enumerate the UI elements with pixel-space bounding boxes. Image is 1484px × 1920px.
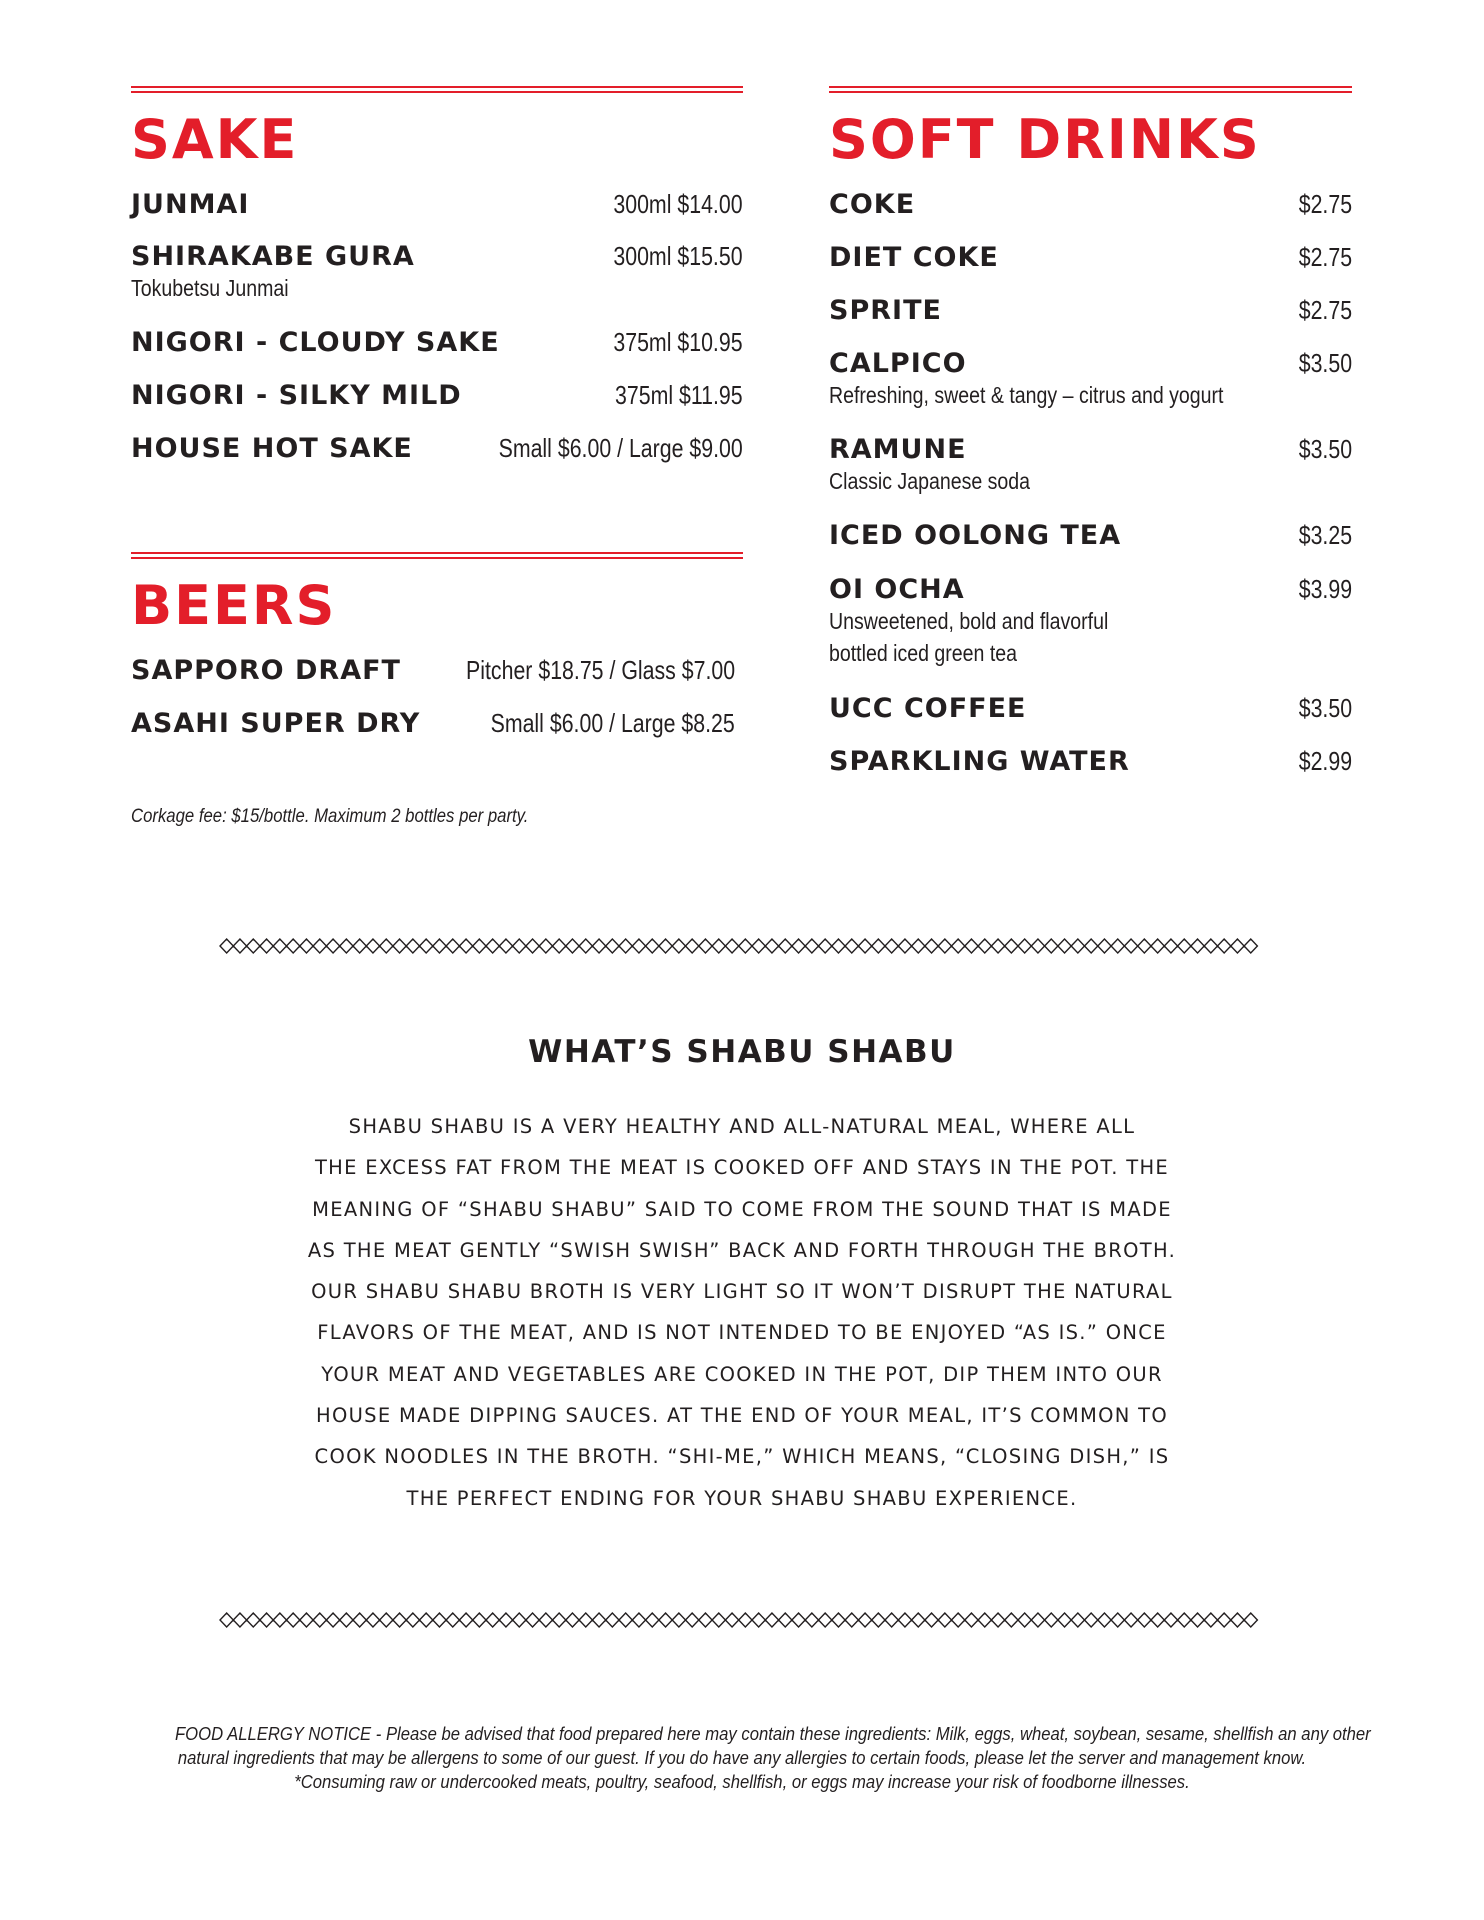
item-price: $2.99 [1298,746,1352,776]
item-price: $3.50 [1298,693,1352,723]
item-name: SPARKLING WATER [829,746,1130,777]
menu-item [131,433,743,486]
about-line: AS THE MEAT GENTLY “SWISH SWISH” BACK AND FORTH THROUGH THE BROTH. [307,1238,1177,1262]
corkage-note: Corkage fee: $15/bottle. Maximum 2 bottles per party. [131,806,529,827]
item-price: 375ml $10.95 [613,327,743,357]
item-name: COKE [829,189,916,220]
menu-item [131,241,743,327]
menu-item [829,434,1352,520]
allergy-line: *Consuming raw or undercooked meats, poultry, seafood, shellfish, or eggs may increase your risk of foodborne illnesses. [294,1771,1190,1792]
menu-item [829,574,1352,693]
item-name: SAPPORO DRAFT [131,655,401,686]
about-line: OUR SHABU SHABU BROTH IS VERY LIGHT SO IT WON’T DISRUPT THE NATURAL [311,1280,1173,1304]
about-line: YOUR MEAT AND VEGETABLES ARE COOKED IN THE POT, DIP THEM INTO OUR [321,1362,1163,1386]
item-name: SHIRAKABE GURA [131,241,415,272]
about-line: COOK NOODLES IN THE BROTH. “SHI-ME,” WHICH MEANS, “CLOSING DISH,” IS [314,1445,1170,1469]
soft-drinks-section [829,86,1352,799]
allergy-line: FOOD ALLERGY NOTICE - Please be advised that food prepared here may contain these ingredients: Milk, eggs, wheat, soybean, sesame, shellfish an any other [175,1723,1371,1744]
item-price: $3.50 [1298,434,1352,464]
item-description: Unsweetened, bold and flavorful [829,608,1109,634]
item-name: OI OCHA [829,574,965,605]
diamond-divider-bottom [218,1611,1266,1629]
about-line: HOUSE MADE DIPPING SAUCES. AT THE END OF YOUR MEAL, IT’S COMMON TO [316,1404,1168,1428]
item-price: $2.75 [1298,189,1352,219]
item-name: UCC COFFEE [829,693,1027,724]
item-name: ICED OOLONG TEA [829,520,1122,551]
about-section [242,1034,1242,1519]
about-title: WHAT’S SHABU SHABU [528,1034,956,1070]
sake-section [131,86,743,486]
about-line: MEANING OF “SHABU SHABU” SAID TO COME FROM THE SOUND THAT IS MADE [312,1197,1172,1221]
item-description: Tokubetsu Junmai [131,275,289,301]
item-price: 375ml $11.95 [615,380,743,410]
item-price: $2.75 [1298,295,1352,325]
item-name: RAMUNE [829,434,967,465]
item-price: $3.25 [1298,520,1352,550]
item-description: Classic Japanese soda [829,468,1031,494]
item-price: 300ml $14.00 [613,189,743,219]
menu-item [131,327,743,380]
menu-item [829,242,1352,295]
item-price: $2.75 [1298,242,1352,272]
item-name: CALPICO [829,348,967,379]
about-line: THE EXCESS FAT FROM THE MEAT IS COOKED OFF AND STAYS IN THE POT. THE [314,1156,1170,1180]
diamond-chain [220,939,1257,953]
menu-item [131,380,743,433]
item-name: DIET COKE [829,242,999,273]
about-line: SHABU SHABU IS A VERY HEALTHY AND ALL-NATURAL MEAL, WHERE ALL [348,1115,1136,1138]
menu-item [829,693,1352,746]
menu-item [131,655,735,708]
item-price: $3.99 [1298,574,1352,604]
item-name: SPRITE [829,295,942,326]
beers-title: BEERS [131,574,337,637]
item-price: $3.50 [1298,348,1352,378]
item-description: bottled iced green tea [829,640,1018,666]
menu-item [829,348,1352,434]
about-line: FLAVORS OF THE MEAT, AND IS NOT INTENDED TO BE ENJOYED “AS IS.” ONCE [317,1321,1167,1345]
menu-item [829,295,1352,348]
item-price: 300ml $15.50 [613,241,743,271]
menu-item [131,189,743,241]
item-price: Small $6.00 / Large $9.00 [498,433,743,463]
allergy-line: natural ingredients that may be allergens to some of our guest. If you do have any allergies to certain foods, please let the server and management know. [177,1747,1307,1768]
menu-item [829,746,1352,799]
item-price: Pitcher $18.75 / Glass $7.00 [465,655,735,685]
soft-drinks-top-rule [829,86,1352,93]
beers-top-rule [131,552,743,559]
menu-item [829,189,1352,242]
menu-item [829,520,1352,574]
allergy-notice [112,1722,1372,1794]
item-name: ASAHI SUPER DRY [131,708,421,739]
beers-section [131,552,743,761]
item-name: HOUSE HOT SAKE [131,433,413,464]
item-price: Small $6.00 / Large $8.25 [490,708,735,738]
about-text [292,1106,1192,1519]
diamond-divider-top [218,937,1266,955]
item-name: JUNMAI [131,189,250,220]
about-line: THE PERFECT ENDING FOR YOUR SHABU SHABU EXPERIENCE. [406,1486,1078,1510]
menu-item [131,708,735,761]
sake-title: SAKE [131,108,299,171]
sake-top-rule [131,86,743,93]
diamond-chain [220,1613,1257,1627]
soft-drinks-title: SOFT DRINKS [829,108,1261,171]
item-name: NIGORI - CLOUDY SAKE [131,327,500,358]
item-description: Refreshing, sweet & tangy – citrus and yogurt [829,382,1224,408]
item-name: NIGORI - SILKY MILD [131,380,462,411]
